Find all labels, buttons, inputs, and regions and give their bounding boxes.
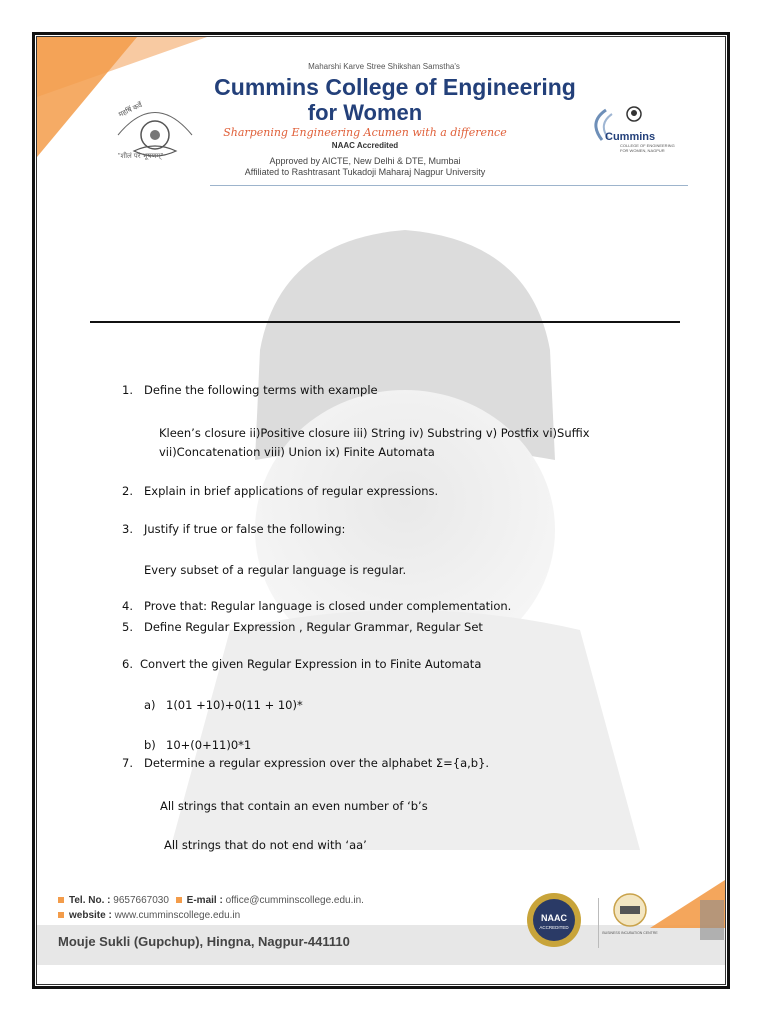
question-7: 7. Determine a regular expression over the alphabet Σ={a,b}. xyxy=(122,756,490,770)
question-1: 1. Define the following terms with example xyxy=(122,383,378,397)
question-7-part-1: All strings that contain an even number of ‘b’s xyxy=(160,799,428,813)
question-4: 4. Prove that: Regular language is closed under complementation. xyxy=(122,599,512,613)
incubation-centre-emblem-icon xyxy=(602,892,658,954)
section-divider xyxy=(90,321,680,323)
question-1-terms-line1: Kleen’s closure ii)Positive closure iii) String iv) Substring v) Postfix vi)Suffix xyxy=(159,426,590,440)
question-7-part-2: All strings that do not end with ‘aa’ xyxy=(164,838,367,852)
footer-website-line: website : www.cumminscollege.edu.in xyxy=(58,910,240,921)
footer-corner-gray xyxy=(700,900,724,940)
naac-accredited-text: NAAC Accredited xyxy=(331,141,399,150)
naac-badge-icon xyxy=(526,892,582,948)
footer-logo-divider xyxy=(598,898,599,948)
incubation-centre-label: BUSINESS INCUBATION CENTRE xyxy=(602,931,658,935)
question-1-terms-line2: vii)Concatenation viii) Union ix) Finite Automata xyxy=(159,445,435,459)
svg-text:महर्षि कर्वे: महर्षि कर्वे xyxy=(117,101,144,119)
question-6-part-a: a) 1(01 +10)+0(11 + 10)* xyxy=(144,698,303,712)
bullet-square-icon xyxy=(58,897,64,903)
footer-address: Mouje Sukli (Gupchup), Hingna, Nagpur-441110 xyxy=(58,934,350,949)
approval-text: Approved by AICTE, New Delhi & DTE, Mumbai xyxy=(269,156,461,166)
question-5: 5. Define Regular Expression , Regular Grammar, Regular Set xyxy=(122,620,483,634)
naac-badge-text: NAAC xyxy=(541,913,567,923)
trust-name: Maharshi Karve Stree Shikshan Samstha's xyxy=(308,62,460,71)
seal-caption: "शीलं परं भूषणम्" xyxy=(118,153,164,160)
question-3: 3. Justify if true or false the following: xyxy=(122,522,346,536)
footer-contact-line: Tel. No. : 9657667030 E-mail : office@cumminscollege.edu.in. xyxy=(58,895,364,906)
college-tagline: Sharpening Engineering Acumen with a difference xyxy=(223,126,507,139)
cummins-logo-subtext: COLLEGE OF ENGINEERING FOR WOMEN, NAGPUR xyxy=(620,143,675,153)
question-2: 2. Explain in brief applications of regular expressions. xyxy=(122,484,439,498)
question-3-statement: Every subset of a regular language is regular. xyxy=(144,563,407,577)
website-link[interactable]: www.cumminscollege.edu.in xyxy=(114,910,241,921)
affiliation-text: Affiliated to Rashtrasant Tukadoji Maharaj Nagpur University xyxy=(244,167,486,177)
bullet-square-icon xyxy=(176,897,182,903)
cummins-logo-text: Cummins xyxy=(605,131,656,143)
question-6-part-b: b) 10+(0+11)0*1 xyxy=(144,738,252,752)
phone-number: 9657667030 xyxy=(113,895,169,906)
bullet-square-icon xyxy=(58,912,64,918)
naac-badge-subtext: ACCREDITED xyxy=(539,925,569,930)
header-rule xyxy=(210,185,688,186)
college-name-line1: Cummins College of Engineering xyxy=(214,74,576,100)
email-link[interactable]: office@cumminscollege.edu.in. xyxy=(225,895,364,906)
college-name-line2: for Women xyxy=(307,100,423,125)
question-6: 6. Convert the given Regular Expression in to Finite Automata xyxy=(122,657,482,671)
